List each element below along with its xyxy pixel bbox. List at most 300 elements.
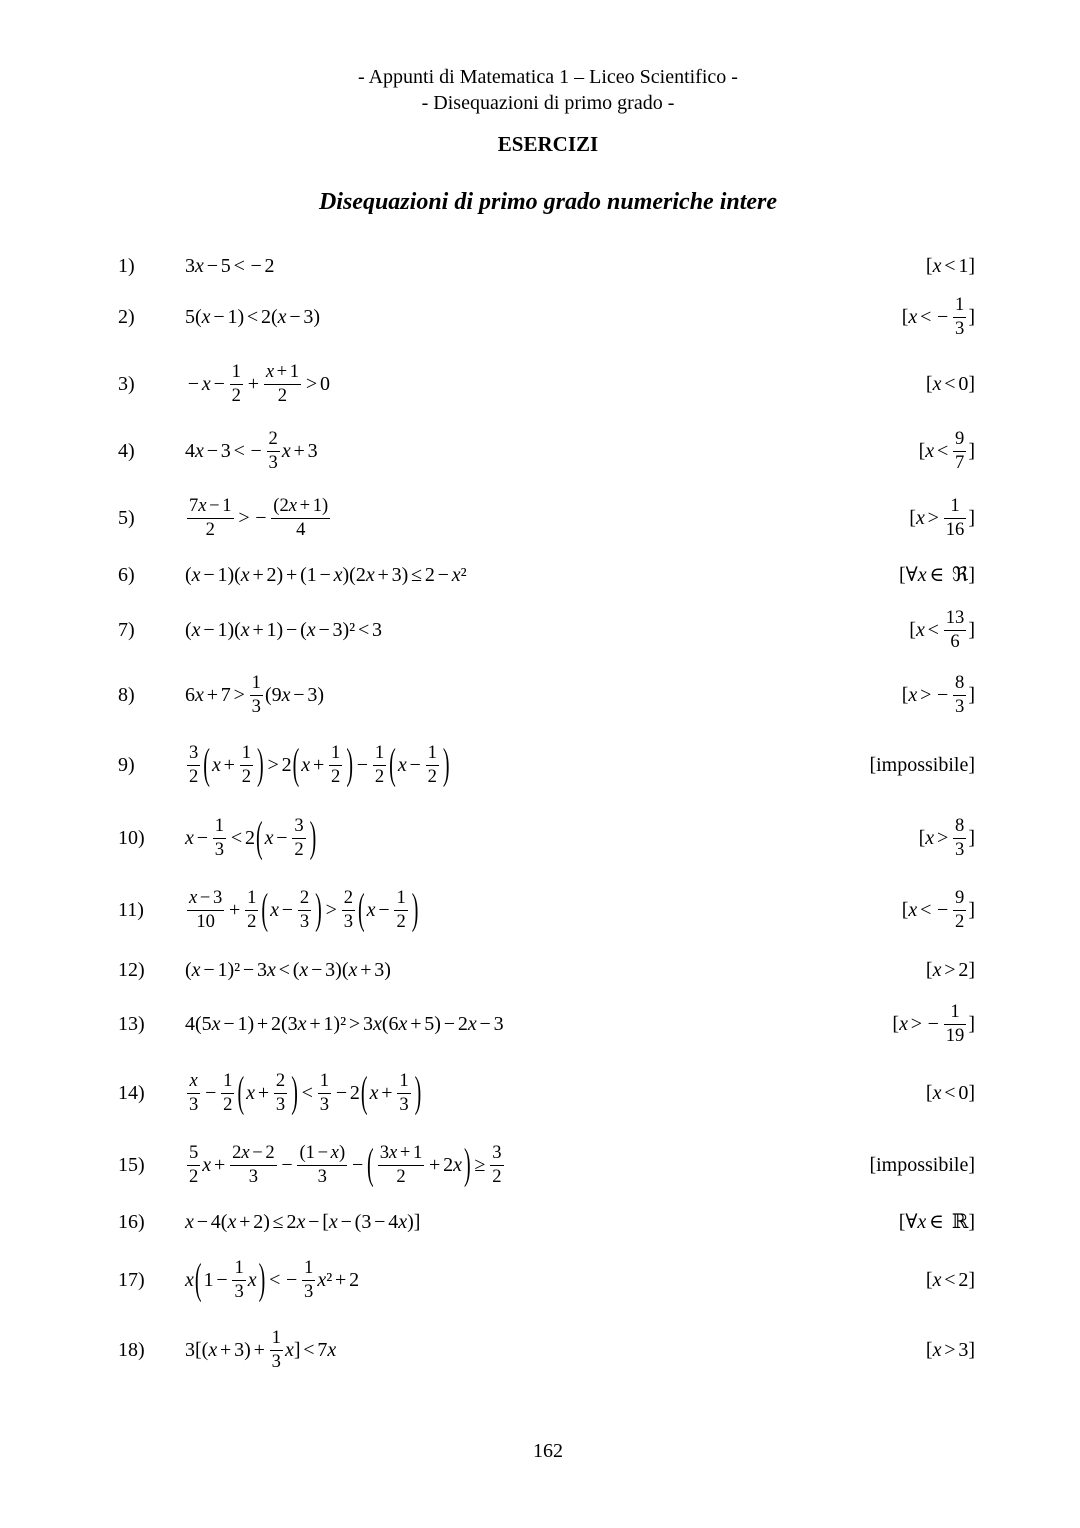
fraction [953, 673, 966, 718]
exercise-number: 7) [118, 618, 135, 641]
group-content [396, 743, 443, 788]
exercise-number: 9) [118, 753, 135, 776]
operator: + [286, 563, 298, 586]
exercise-expression [185, 994, 504, 1054]
exercise-expression [185, 735, 451, 795]
variable-x: x [925, 439, 935, 462]
operator: < [230, 826, 243, 849]
variable-x: x [397, 753, 407, 776]
fraction-denominator: 2 [427, 765, 437, 787]
open-paren: ( [367, 1141, 374, 1189]
variable-x: x [201, 305, 211, 328]
fraction [271, 496, 330, 541]
operator: − [252, 1141, 263, 1163]
operator: − [317, 1141, 329, 1163]
exercise-number: 11) [118, 898, 144, 921]
exercise-solution [902, 287, 975, 347]
fraction-numerator: 9 [953, 429, 966, 452]
operator: − [318, 618, 330, 641]
exercise-solution [926, 940, 975, 1000]
exercise-number: 17) [118, 1268, 145, 1291]
operator: < [233, 439, 245, 462]
fraction-numerator: 1 [250, 673, 263, 696]
math-text [246, 1082, 272, 1105]
operator: ≤ [411, 563, 423, 586]
math-text [270, 899, 296, 922]
variable-x: x [365, 563, 375, 586]
fraction-numerator: 3 [292, 816, 305, 839]
exercise-solution [919, 808, 975, 868]
variable-x: x [296, 1210, 306, 1233]
variable-x: x [189, 886, 198, 908]
variable-x: x [191, 618, 201, 641]
operator: + [257, 1081, 270, 1104]
fraction-denominator: 2 [205, 518, 215, 540]
variable-x: x [328, 1210, 338, 1233]
operator: − [285, 1268, 298, 1291]
fraction-numerator: 2 [267, 429, 280, 452]
variable-x: x [398, 1210, 408, 1233]
math-text [185, 827, 211, 850]
variable-x: x [189, 1069, 198, 1091]
math-text: 3x − 5 < − 2 [185, 254, 275, 277]
operator: + [377, 563, 389, 586]
math-text: ] [968, 439, 975, 462]
operator: < [920, 305, 932, 328]
fraction [292, 816, 305, 861]
math-text: ] [968, 618, 975, 641]
fraction [944, 1002, 967, 1047]
variable-x: x [266, 958, 276, 981]
close-paren: ) [464, 1141, 471, 1189]
math-text: ] [968, 506, 975, 529]
operator: < [944, 1268, 956, 1291]
variable-x: x [932, 254, 942, 277]
close-paren: ) [315, 886, 322, 934]
variable-x: x [932, 1081, 942, 1104]
variable-x: x [191, 958, 201, 981]
operator: + [223, 753, 235, 776]
open-paren: ( [261, 886, 269, 934]
operator: < [303, 1338, 315, 1361]
operator: − [479, 1012, 491, 1035]
math-text [202, 1082, 219, 1105]
fraction [953, 816, 966, 861]
math-text: [x > 3] [925, 1338, 975, 1361]
variable-x: x [348, 958, 358, 981]
fraction-denominator: 3 [955, 695, 965, 717]
operator: < [278, 958, 290, 981]
operator: + [239, 1210, 251, 1233]
exercise-row [0, 880, 1080, 940]
variable-x: x [899, 1012, 908, 1035]
fraction-denominator: 2 [955, 910, 965, 932]
operator: − [209, 494, 220, 516]
fraction [267, 429, 280, 474]
exercise-solution [902, 665, 975, 725]
operator: − [443, 1012, 456, 1035]
operator: − [289, 305, 301, 328]
fraction [298, 888, 311, 933]
operator: + [309, 1012, 321, 1035]
fraction-denominator: 3 [268, 451, 278, 473]
page-number: 162 [533, 1440, 563, 1462]
fraction-numerator: (2x + 1) [271, 496, 330, 519]
variable-x: x [208, 1338, 218, 1361]
exercise-number: 15) [118, 1153, 145, 1176]
math-text: ] [968, 898, 975, 921]
open-paren: ( [292, 741, 300, 789]
close-paren: ) [291, 1069, 298, 1117]
variable-x: x [327, 1338, 337, 1361]
parenthesized-group [237, 1071, 297, 1116]
variable-x: x [246, 1081, 256, 1104]
fraction-numerator: 1 [394, 888, 407, 911]
operator: > [267, 753, 279, 776]
variable-x: x [195, 254, 204, 277]
math-text: 5(x − 1) < 2(x − 3) [185, 305, 321, 328]
fraction-numerator: 9 [953, 888, 966, 911]
parenthesized-group [389, 743, 449, 788]
fraction-numerator: 3 [187, 743, 200, 766]
math-text [323, 899, 340, 922]
operator: + [299, 494, 311, 516]
math-text: (x − 1)(x + 2) + (1 − x)(2x + 3) ≤ 2 − x² [185, 563, 467, 586]
math-text [370, 1082, 396, 1105]
variable-x: x [372, 1012, 382, 1035]
variable-x: x [932, 372, 942, 395]
fraction-denominator: 2 [396, 1165, 406, 1187]
fraction [397, 1071, 410, 1116]
operator: > [910, 1012, 923, 1035]
group-content [368, 1071, 415, 1116]
parenthesized-group [203, 743, 263, 788]
math-text: + 2x [426, 1154, 462, 1177]
open-paren: ( [203, 741, 210, 789]
variable-x: x [932, 1338, 942, 1361]
variable-x: x [932, 1268, 942, 1291]
open-paren: ( [358, 886, 365, 934]
fraction [264, 362, 301, 407]
operator: < [269, 1268, 281, 1291]
exercise-number: 4) [118, 439, 135, 462]
math-text: x + 3 [281, 439, 318, 462]
exercise-row [0, 545, 1080, 605]
variable-x: x [908, 305, 918, 328]
variable-x: x [211, 1012, 221, 1035]
operator: + [410, 1012, 422, 1035]
math-text: ] [968, 683, 975, 706]
exercise-solution [892, 994, 975, 1054]
operator: < [927, 618, 939, 641]
exercise-number: 8) [118, 683, 135, 706]
operator: − [286, 618, 298, 641]
close-paren: ) [309, 814, 317, 862]
fraction-numerator: 1 [397, 1071, 410, 1094]
fraction-denominator: 3 [343, 910, 353, 932]
operator: < [920, 898, 932, 921]
operator: + [252, 563, 264, 586]
exercise-row [0, 354, 1080, 414]
fraction-numerator: 8 [953, 816, 966, 839]
fraction-denominator: 3 [248, 1165, 258, 1187]
exercise-expression [185, 1320, 336, 1380]
operator: + [206, 683, 218, 706]
operator: > [944, 1338, 956, 1361]
fraction [953, 888, 966, 933]
fraction [373, 743, 386, 788]
math-text: [∀x ∈ ℝ] [898, 1210, 975, 1233]
math-text: [x < − [902, 306, 951, 329]
operator: − [213, 305, 225, 328]
fraction-denominator: 2 [241, 765, 252, 787]
operator: + [220, 1338, 232, 1361]
operator: − [250, 439, 262, 462]
exercise-row [0, 940, 1080, 1000]
operator: − [196, 826, 208, 849]
math-text [367, 899, 393, 922]
exercise-solution [909, 600, 975, 660]
math-text: 4(5x − 1) + 2(3x + 1)² > 3x(6x + 5) − 2x − 3 [185, 1012, 504, 1035]
fraction-denominator: 3 [955, 838, 965, 860]
fraction [232, 1258, 245, 1303]
variable-x: x [288, 494, 298, 516]
fraction-numerator: x + 1 [264, 362, 301, 385]
variable-x: x [277, 305, 287, 328]
operator: − [340, 1210, 352, 1233]
math-text: − 2 [333, 1082, 360, 1105]
math-text: 3[(x + 3) + [185, 1339, 268, 1362]
parenthesized-group [358, 888, 418, 933]
fraction [944, 608, 967, 653]
variable-x: x [908, 683, 918, 706]
exercise-row [0, 665, 1080, 725]
operator: + [252, 618, 264, 641]
operator: < [944, 372, 956, 395]
variable-x: x [227, 1210, 237, 1233]
math-text: x − 4(x + 2) ≤ 2x − [x − (3 − 4x)] [185, 1210, 421, 1233]
open-paren: ( [194, 1256, 202, 1304]
fraction [394, 888, 407, 933]
fraction-numerator: 1 [213, 816, 226, 839]
operator: − [308, 1210, 320, 1233]
variable-x: x [185, 1210, 194, 1233]
exercise-number: 16) [118, 1210, 145, 1233]
exercise-expression [185, 421, 318, 481]
operator: < [246, 305, 259, 328]
exercise-row [0, 1250, 1080, 1310]
fraction-denominator: 3 [275, 1093, 286, 1115]
math-text: ] [968, 1012, 975, 1035]
fraction [342, 888, 355, 933]
fraction-numerator: 1 [944, 1002, 967, 1025]
variable-x: x [299, 958, 309, 981]
parenthesized-group [261, 888, 321, 933]
fraction-denominator: 3 [251, 695, 261, 717]
operator: < [936, 439, 949, 462]
variable-x: x [366, 898, 376, 921]
operator: − [293, 683, 305, 706]
parenthesized-group [361, 1071, 421, 1116]
fraction-denominator: 2 [189, 765, 199, 787]
operator: < [357, 618, 370, 641]
variable-x: x [453, 1153, 462, 1176]
group-content [365, 888, 412, 933]
group-content [244, 1071, 291, 1116]
fraction [426, 743, 439, 788]
fraction-numerator: 2 [298, 888, 311, 911]
math-text: [x < [919, 440, 951, 463]
operator: + [293, 439, 305, 462]
variable-x: x [191, 563, 201, 586]
operator: ≤ [272, 1210, 284, 1233]
fraction-numerator: 1 [426, 743, 439, 766]
fraction-numerator: 1 [944, 496, 967, 519]
fraction-numerator [187, 1071, 200, 1094]
variable-x: x [915, 506, 925, 529]
math-text: (x − 1)(x + 1) − (x − 3)² < 3 [185, 618, 383, 641]
fraction-numerator: 2 [342, 888, 355, 911]
math-text: [x < 0] [925, 372, 975, 395]
math-text: [x < 1] [925, 254, 975, 277]
math-text: [impossibile] [869, 1153, 975, 1176]
exercise-row [0, 1063, 1080, 1123]
math-text: 6x + 7 > [185, 684, 248, 707]
fraction-denominator: 3 [319, 1093, 330, 1115]
math-text: (9x − 3) [264, 683, 325, 706]
fraction-numerator: x − 3 [187, 888, 224, 911]
fraction-numerator: (1 − x) [297, 1143, 347, 1166]
exercise-expression [185, 1135, 506, 1195]
exercise-row [0, 1192, 1080, 1252]
exercise-row [0, 1135, 1080, 1195]
math-text: 4x − 3 < − [185, 440, 265, 463]
variable-x: x [198, 494, 207, 516]
fraction-denominator: 4 [296, 518, 306, 540]
exercise-row [0, 1320, 1080, 1380]
variable-x: x [195, 683, 204, 706]
operator: > [944, 958, 956, 981]
operator: − [311, 958, 323, 981]
variable-x: x [917, 563, 927, 586]
exercise-expression [185, 545, 467, 605]
exercise-row [0, 488, 1080, 548]
operator: − [351, 1153, 364, 1176]
exercise-expression [185, 600, 382, 660]
fraction-denominator: 2 [231, 384, 241, 406]
operator: > [325, 898, 337, 921]
operator: ≥ [474, 1153, 486, 1176]
operator: > [348, 1012, 361, 1035]
exercise-expression [185, 488, 332, 548]
fraction-numerator: 1 [232, 1258, 245, 1281]
fraction-numerator: 1 [221, 1071, 234, 1094]
fraction-numerator: 7x − 1 [187, 496, 234, 519]
operator: ∈ [929, 1210, 944, 1233]
group-content [268, 888, 315, 933]
fraction-numerator: 1 [953, 295, 966, 318]
exercise-expression [185, 1192, 420, 1252]
close-paren: ) [258, 1256, 266, 1304]
operator: > [927, 506, 939, 529]
math-text [236, 507, 270, 530]
fraction [187, 888, 224, 933]
math-text: > 2 [265, 754, 292, 777]
variable-x: x [398, 1012, 408, 1035]
operator: − [203, 958, 215, 981]
variable-x: x [306, 618, 316, 641]
exercise-expression [185, 880, 419, 940]
operator: − [276, 826, 288, 849]
section-subtitle: Disequazioni di primo grado numeriche intere [318, 189, 778, 215]
math-text: [x > [919, 827, 951, 850]
fraction-numerator: 13 [944, 608, 967, 631]
variable-x: x [185, 1268, 194, 1291]
exercise-number: 5) [118, 506, 135, 529]
operator: − [203, 563, 215, 586]
exercise-number: 10) [118, 826, 145, 849]
math-text: [x > − [892, 1013, 941, 1036]
fraction [302, 1258, 315, 1303]
operator: + [429, 1153, 441, 1176]
exercise-number: 1) [118, 254, 135, 277]
fraction-numerator: 1 [318, 1071, 331, 1094]
math-text: < 2 [228, 827, 255, 850]
variable-x: x [240, 563, 250, 586]
fraction [944, 496, 967, 541]
fraction-denominator: 3 [317, 1165, 327, 1187]
exercise-row [0, 287, 1080, 347]
variable-x: x [247, 1268, 257, 1291]
operator: − [356, 753, 369, 776]
fraction [378, 1143, 425, 1188]
exercise-number: 2) [118, 305, 135, 328]
operator: + [276, 360, 288, 382]
math-text: [∀x ∈ ℜ] [899, 563, 975, 586]
exercise-expression [185, 287, 320, 347]
exercise-row [0, 994, 1080, 1054]
variable-x: x [270, 898, 279, 921]
operator: < [301, 1081, 313, 1104]
variable-x: x [925, 826, 935, 849]
math-text: 1 − [204, 1269, 231, 1292]
exercise-number: 13) [118, 1012, 145, 1035]
fraction-denominator: 19 [945, 1024, 965, 1046]
open-paren: ( [389, 741, 396, 789]
exercise-number: 14) [118, 1081, 145, 1104]
exercise-solution [902, 880, 975, 940]
math-text: [x < 0] [925, 1081, 975, 1104]
variable-x: x [202, 1153, 212, 1176]
exercise-row [0, 421, 1080, 481]
operator: < [944, 1081, 956, 1104]
exercise-solution [899, 545, 975, 605]
fraction-numerator: 2x − 2 [230, 1143, 277, 1166]
variable-x: x [281, 439, 291, 462]
fraction [953, 429, 966, 474]
math-text: > 0 [303, 373, 330, 396]
fraction [221, 1071, 234, 1116]
math-text [266, 1269, 300, 1292]
exercise-solution [909, 488, 975, 548]
header-course-title: - Appunti di Matematica 1 – Liceo Scientifico - [358, 66, 738, 88]
exercise-row [0, 808, 1080, 868]
group-content [299, 743, 346, 788]
operator: < [233, 254, 245, 277]
exercise-solution [926, 354, 975, 414]
operator: − [374, 1210, 386, 1233]
variable-x: x [195, 439, 204, 462]
